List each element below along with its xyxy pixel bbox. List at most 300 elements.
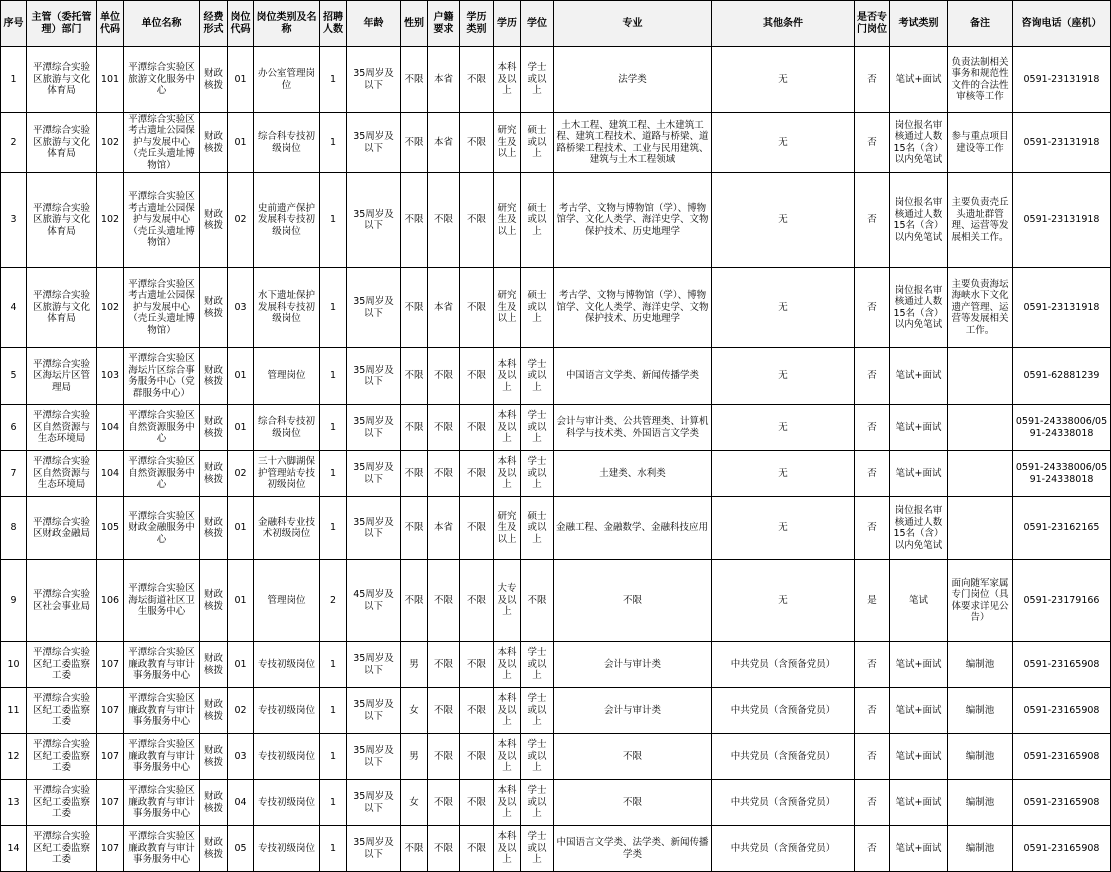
table-cell: 编制池 bbox=[948, 780, 1013, 826]
table-cell: 管理岗位 bbox=[254, 560, 320, 642]
table-cell: 01 bbox=[228, 47, 254, 113]
header-cell: 学历类别 bbox=[460, 1, 494, 47]
table-cell: 1 bbox=[1, 47, 27, 113]
table-cell bbox=[948, 348, 1013, 405]
table-cell: 女 bbox=[401, 688, 428, 734]
table-cell: 01 bbox=[228, 348, 254, 405]
table-cell: 0591-23162165 bbox=[1013, 497, 1111, 560]
table-cell: 35周岁及以下 bbox=[347, 173, 401, 268]
header-cell: 岗位代码 bbox=[228, 1, 254, 47]
header-cell: 备注 bbox=[948, 1, 1013, 47]
table-cell: 不限 bbox=[401, 173, 428, 268]
table-cell: 平潭综合实验区纪工委监察工委 bbox=[27, 780, 97, 826]
table-cell: 无 bbox=[712, 405, 855, 451]
table-cell: 平潭综合实验区廉政教育与审计事务服务中心 bbox=[124, 780, 200, 826]
table-cell bbox=[948, 451, 1013, 497]
table-cell: 1 bbox=[320, 173, 347, 268]
table-cell: 5 bbox=[1, 348, 27, 405]
table-cell: 笔试+面试 bbox=[890, 348, 948, 405]
table-cell: 岗位报名审核通过人数15名（含）以内免笔试 bbox=[890, 173, 948, 268]
table-cell: 否 bbox=[855, 113, 890, 173]
table-cell: 主要负责壳丘头遗址群管理、运营等发展相关工作。 bbox=[948, 173, 1013, 268]
table-cell: 不限 bbox=[401, 451, 428, 497]
table-body bbox=[1, 47, 1111, 872]
table-cell: 4 bbox=[1, 268, 27, 348]
table-cell: 不限 bbox=[428, 734, 460, 780]
table-cell: 1 bbox=[320, 688, 347, 734]
table-cell: 0591-24338006/0591-24338018 bbox=[1013, 405, 1111, 451]
table-cell: 财政核拨 bbox=[200, 560, 228, 642]
table-cell: 考古学、文物与博物馆（学）、博物馆学、文化人类学、海洋史学、文物保护技术、历史地理学 bbox=[554, 268, 712, 348]
table-cell: 平潭综合实验区社会事业局 bbox=[27, 560, 97, 642]
table-cell: 10 bbox=[1, 642, 27, 688]
table-cell: 107 bbox=[97, 688, 124, 734]
table-cell: 1 bbox=[320, 826, 347, 872]
table-cell: 平潭综合实验区旅游与文化体育局 bbox=[27, 173, 97, 268]
table-cell: 笔试+面试 bbox=[890, 642, 948, 688]
table-cell: 笔试+面试 bbox=[890, 826, 948, 872]
header-cell: 学历 bbox=[494, 1, 521, 47]
table-cell: 编制池 bbox=[948, 826, 1013, 872]
table-cell: 否 bbox=[855, 642, 890, 688]
table-row bbox=[1, 47, 1111, 113]
table-cell: 本科及以上 bbox=[494, 47, 521, 113]
table-cell: 1 bbox=[320, 47, 347, 113]
table-cell: 不限 bbox=[428, 642, 460, 688]
table-cell: 否 bbox=[855, 826, 890, 872]
table-cell: 专技初级岗位 bbox=[254, 734, 320, 780]
table-cell: 专技初级岗位 bbox=[254, 688, 320, 734]
table-cell: 中国语言文学类、法学类、新闻传播学类 bbox=[554, 826, 712, 872]
table-cell: 财政核拨 bbox=[200, 688, 228, 734]
table-cell: 笔试+面试 bbox=[890, 405, 948, 451]
table-cell: 学士或以上 bbox=[521, 451, 554, 497]
table-row bbox=[1, 642, 1111, 688]
table-cell: 学士或以上 bbox=[521, 734, 554, 780]
table-cell: 平潭综合实验区廉政教育与审计事务服务中心 bbox=[124, 688, 200, 734]
table-cell: 1 bbox=[320, 780, 347, 826]
table-cell: 硕士或以上 bbox=[521, 173, 554, 268]
table-cell: 平潭综合实验区廉政教育与审计事务服务中心 bbox=[124, 642, 200, 688]
table-cell: 不限 bbox=[554, 560, 712, 642]
table-cell: 财政核拨 bbox=[200, 451, 228, 497]
table-cell: 平潭综合实验区自然资源与生态环境局 bbox=[27, 405, 97, 451]
table-cell: 平潭综合实验区自然资源服务中心 bbox=[124, 405, 200, 451]
table-cell: 水下遗址保护发展科专技初级岗位 bbox=[254, 268, 320, 348]
table-cell: 1 bbox=[320, 348, 347, 405]
table-cell: 面向随军家属专门岗位（具体要求详见公告） bbox=[948, 560, 1013, 642]
table-cell: 不限 bbox=[554, 734, 712, 780]
table-cell: 考古学、文物与博物馆（学）、博物馆学、文化人类学、海洋史学、文物保护技术、历史地理学 bbox=[554, 173, 712, 268]
table-cell: 35周岁及以下 bbox=[347, 47, 401, 113]
table-cell: 中国语言文学类、新闻传播学类 bbox=[554, 348, 712, 405]
table-cell: 1 bbox=[320, 642, 347, 688]
table-cell: 会计与审计类、公共管理类、计算机科学与技术类、外国语言文学类 bbox=[554, 405, 712, 451]
table-cell: 103 bbox=[97, 348, 124, 405]
table-cell: 本科及以上 bbox=[494, 734, 521, 780]
table-cell: 不限 bbox=[401, 405, 428, 451]
table-cell: 研究生及以上 bbox=[494, 173, 521, 268]
table-cell: 107 bbox=[97, 826, 124, 872]
table-cell: 35周岁及以下 bbox=[347, 642, 401, 688]
table-cell: 笔试+面试 bbox=[890, 47, 948, 113]
table-cell: 35周岁及以下 bbox=[347, 348, 401, 405]
table-cell: 学士或以上 bbox=[521, 780, 554, 826]
table-cell: 否 bbox=[855, 780, 890, 826]
table-cell: 平潭综合实验区自然资源服务中心 bbox=[124, 451, 200, 497]
table-cell: 2 bbox=[320, 560, 347, 642]
table-cell: 岗位报名审核通过人数15名（含）以内免笔试 bbox=[890, 268, 948, 348]
table-cell: 学士或以上 bbox=[521, 688, 554, 734]
table-cell: 财政核拨 bbox=[200, 173, 228, 268]
table-cell: 102 bbox=[97, 173, 124, 268]
table-cell: 史前遗产保护发展科专技初级岗位 bbox=[254, 173, 320, 268]
table-cell: 02 bbox=[228, 688, 254, 734]
table-cell: 0591-23165908 bbox=[1013, 734, 1111, 780]
table-cell: 106 bbox=[97, 560, 124, 642]
header-cell: 主管（委托管理）部门 bbox=[27, 1, 97, 47]
table-cell: 平潭综合实验区财政金融服务中心 bbox=[124, 497, 200, 560]
table-cell: 2 bbox=[1, 113, 27, 173]
table-cell: 财政核拨 bbox=[200, 268, 228, 348]
table-cell: 金融工程、金融数学、金融科技应用 bbox=[554, 497, 712, 560]
table-cell: 否 bbox=[855, 348, 890, 405]
table-cell: 三十六脚湖保护管理站专技初级岗位 bbox=[254, 451, 320, 497]
table-cell: 平潭综合实验区自然资源与生态环境局 bbox=[27, 451, 97, 497]
table-cell: 不限 bbox=[401, 268, 428, 348]
table-cell: 02 bbox=[228, 173, 254, 268]
table-cell: 平潭综合实验区纪工委监察工委 bbox=[27, 734, 97, 780]
table-cell: 参与重点项目建设等工作 bbox=[948, 113, 1013, 173]
table-cell: 不限 bbox=[460, 734, 494, 780]
table-cell: 大专及以上 bbox=[494, 560, 521, 642]
table-cell: 平潭综合实验区财政金融局 bbox=[27, 497, 97, 560]
table-cell: 否 bbox=[855, 47, 890, 113]
table-cell: 不限 bbox=[460, 451, 494, 497]
table-cell: 综合科专技初级岗位 bbox=[254, 113, 320, 173]
table-cell: 不限 bbox=[521, 560, 554, 642]
table-cell: 中共党员（含预备党员） bbox=[712, 780, 855, 826]
table-cell: 学士或以上 bbox=[521, 826, 554, 872]
table-cell: 不限 bbox=[460, 47, 494, 113]
table-cell: 45周岁及以下 bbox=[347, 560, 401, 642]
table-cell: 笔试+面试 bbox=[890, 451, 948, 497]
table-cell: 不限 bbox=[460, 780, 494, 826]
table-cell: 主要负责海坛海峡水下文化遗产管理、运营等发展相关工作。 bbox=[948, 268, 1013, 348]
header-cell: 考试类别 bbox=[890, 1, 948, 47]
table-cell: 01 bbox=[228, 113, 254, 173]
table-cell: 专技初级岗位 bbox=[254, 642, 320, 688]
table-row bbox=[1, 780, 1111, 826]
table-cell: 0591-23179166 bbox=[1013, 560, 1111, 642]
table-cell bbox=[948, 405, 1013, 451]
table-cell: 本科及以上 bbox=[494, 405, 521, 451]
table-cell: 财政核拨 bbox=[200, 780, 228, 826]
table-cell: 104 bbox=[97, 451, 124, 497]
table-cell: 无 bbox=[712, 173, 855, 268]
header-row bbox=[1, 1, 1111, 47]
table-cell: 本科及以上 bbox=[494, 642, 521, 688]
table-cell: 03 bbox=[228, 268, 254, 348]
table-row bbox=[1, 348, 1111, 405]
table-cell: 不限 bbox=[428, 826, 460, 872]
table-row bbox=[1, 560, 1111, 642]
table-cell: 平潭综合实验区旅游文化服务中心 bbox=[124, 47, 200, 113]
table-cell: 7 bbox=[1, 451, 27, 497]
table-cell: 01 bbox=[228, 560, 254, 642]
table-cell: 会计与审计类 bbox=[554, 688, 712, 734]
table-cell: 1 bbox=[320, 734, 347, 780]
table-cell: 04 bbox=[228, 780, 254, 826]
table-cell: 财政核拨 bbox=[200, 47, 228, 113]
header-cell: 其他条件 bbox=[712, 1, 855, 47]
table-cell: 不限 bbox=[460, 497, 494, 560]
table-cell: 笔试+面试 bbox=[890, 734, 948, 780]
table-cell: 平潭综合实验区廉政教育与审计事务服务中心 bbox=[124, 734, 200, 780]
table-cell: 平潭综合实验区旅游与文化体育局 bbox=[27, 47, 97, 113]
table-cell: 1 bbox=[320, 497, 347, 560]
table-cell: 3 bbox=[1, 173, 27, 268]
table-cell: 05 bbox=[228, 826, 254, 872]
table-cell: 岗位报名审核通过人数15名（含）以内免笔试 bbox=[890, 497, 948, 560]
header-cell: 是否专门岗位 bbox=[855, 1, 890, 47]
table-cell: 平潭综合实验区海坛片区管理局 bbox=[27, 348, 97, 405]
table-cell: 硕士或以上 bbox=[521, 268, 554, 348]
table-cell: 35周岁及以下 bbox=[347, 405, 401, 451]
table-cell: 财政核拨 bbox=[200, 642, 228, 688]
table-cell: 102 bbox=[97, 268, 124, 348]
header-cell: 年龄 bbox=[347, 1, 401, 47]
table-cell: 无 bbox=[712, 451, 855, 497]
table-cell: 01 bbox=[228, 405, 254, 451]
table-cell: 35周岁及以下 bbox=[347, 113, 401, 173]
table-cell: 0591-23165908 bbox=[1013, 780, 1111, 826]
table-cell: 不限 bbox=[460, 268, 494, 348]
header-cell: 性别 bbox=[401, 1, 428, 47]
table-cell: 无 bbox=[712, 47, 855, 113]
table-row bbox=[1, 405, 1111, 451]
table-cell: 财政核拨 bbox=[200, 113, 228, 173]
table-row bbox=[1, 497, 1111, 560]
table-cell: 岗位报名审核通过人数15名（含）以内免笔试 bbox=[890, 113, 948, 173]
table-cell: 无 bbox=[712, 113, 855, 173]
table-row bbox=[1, 113, 1111, 173]
table-cell: 中共党员（含预备党员） bbox=[712, 688, 855, 734]
table-cell: 本省 bbox=[428, 113, 460, 173]
table-cell: 研究生及以上 bbox=[494, 497, 521, 560]
table-cell: 0591-23131918 bbox=[1013, 268, 1111, 348]
table-cell: 编制池 bbox=[948, 642, 1013, 688]
table-cell: 男 bbox=[401, 642, 428, 688]
table-cell: 35周岁及以下 bbox=[347, 780, 401, 826]
table-cell: 1 bbox=[320, 113, 347, 173]
table-cell: 负责法制相关事务和规范性文件的合法性审核等工作 bbox=[948, 47, 1013, 113]
table-cell: 0591-23165908 bbox=[1013, 688, 1111, 734]
table-cell: 不限 bbox=[401, 47, 428, 113]
table-cell: 不限 bbox=[460, 642, 494, 688]
table-cell: 35周岁及以下 bbox=[347, 451, 401, 497]
table-cell: 不限 bbox=[401, 826, 428, 872]
table-cell: 综合科专技初级岗位 bbox=[254, 405, 320, 451]
table-cell: 无 bbox=[712, 497, 855, 560]
table-cell: 0591-23165908 bbox=[1013, 642, 1111, 688]
table-cell: 1 bbox=[320, 405, 347, 451]
table-cell: 不限 bbox=[428, 451, 460, 497]
table-cell: 硕士或以上 bbox=[521, 113, 554, 173]
table-cell: 平潭综合实验区海坛片区综合事务服务中心（党群服务中心） bbox=[124, 348, 200, 405]
table-row bbox=[1, 734, 1111, 780]
table-cell: 土建类、水利类 bbox=[554, 451, 712, 497]
table-cell: 不限 bbox=[428, 780, 460, 826]
table-cell bbox=[948, 497, 1013, 560]
table-cell: 法学类 bbox=[554, 47, 712, 113]
header-cell: 户籍要求 bbox=[428, 1, 460, 47]
header-cell: 招聘人数 bbox=[320, 1, 347, 47]
table-cell: 无 bbox=[712, 348, 855, 405]
table-cell: 0591-23131918 bbox=[1013, 47, 1111, 113]
table-cell: 研究生及以上 bbox=[494, 268, 521, 348]
table-cell: 女 bbox=[401, 780, 428, 826]
table-cell: 104 bbox=[97, 405, 124, 451]
table-cell: 笔试 bbox=[890, 560, 948, 642]
table-cell: 平潭综合实验区考古遗址公园保护与发展中心（壳丘头遗址博物馆） bbox=[124, 268, 200, 348]
table-cell: 35周岁及以下 bbox=[347, 734, 401, 780]
table-cell: 6 bbox=[1, 405, 27, 451]
header-cell: 单位名称 bbox=[124, 1, 200, 47]
table-cell: 否 bbox=[855, 405, 890, 451]
table-cell: 无 bbox=[712, 560, 855, 642]
table-cell: 14 bbox=[1, 826, 27, 872]
table-cell: 男 bbox=[401, 734, 428, 780]
table-cell: 中共党员（含预备党员） bbox=[712, 734, 855, 780]
table-cell: 03 bbox=[228, 734, 254, 780]
table-cell: 无 bbox=[712, 268, 855, 348]
table-cell: 107 bbox=[97, 734, 124, 780]
table-cell: 本科及以上 bbox=[494, 451, 521, 497]
table-cell: 107 bbox=[97, 780, 124, 826]
table-cell: 金融科专业技术初级岗位 bbox=[254, 497, 320, 560]
table-cell: 否 bbox=[855, 451, 890, 497]
table-cell: 专技初级岗位 bbox=[254, 826, 320, 872]
table-cell: 本省 bbox=[428, 497, 460, 560]
table-cell: 不限 bbox=[460, 405, 494, 451]
table-cell: 0591-23131918 bbox=[1013, 113, 1111, 173]
table-cell: 平潭综合实验区纪工委监察工委 bbox=[27, 642, 97, 688]
table-cell: 101 bbox=[97, 47, 124, 113]
table-cell: 不限 bbox=[460, 560, 494, 642]
table-cell: 不限 bbox=[460, 173, 494, 268]
table-cell: 9 bbox=[1, 560, 27, 642]
table-cell: 本科及以上 bbox=[494, 348, 521, 405]
table-cell: 否 bbox=[855, 173, 890, 268]
table-cell: 平潭综合实验区纪工委监察工委 bbox=[27, 688, 97, 734]
table-cell: 研究生及以上 bbox=[494, 113, 521, 173]
table-cell: 1 bbox=[320, 451, 347, 497]
table-cell: 平潭综合实验区旅游与文化体育局 bbox=[27, 268, 97, 348]
table-cell: 专技初级岗位 bbox=[254, 780, 320, 826]
header-cell: 专业 bbox=[554, 1, 712, 47]
table-cell: 否 bbox=[855, 497, 890, 560]
table-cell: 平潭综合实验区海坛街道社区卫生服务中心 bbox=[124, 560, 200, 642]
table-cell: 否 bbox=[855, 688, 890, 734]
table-cell: 不限 bbox=[554, 780, 712, 826]
table-cell: 本省 bbox=[428, 47, 460, 113]
table-cell: 不限 bbox=[428, 173, 460, 268]
table-cell: 1 bbox=[320, 268, 347, 348]
header-cell: 经费形式 bbox=[200, 1, 228, 47]
table-cell: 中共党员（含预备党员） bbox=[712, 826, 855, 872]
table-cell: 102 bbox=[97, 113, 124, 173]
table-cell: 不限 bbox=[428, 405, 460, 451]
table-cell: 财政核拨 bbox=[200, 348, 228, 405]
table-cell: 平潭综合实验区纪工委监察工委 bbox=[27, 826, 97, 872]
table-cell: 本省 bbox=[428, 268, 460, 348]
table-cell: 13 bbox=[1, 780, 27, 826]
table-cell: 学士或以上 bbox=[521, 348, 554, 405]
header-cell: 学位 bbox=[521, 1, 554, 47]
header-cell: 序号 bbox=[1, 1, 27, 47]
table-cell: 01 bbox=[228, 497, 254, 560]
table-cell: 笔试+面试 bbox=[890, 688, 948, 734]
table-cell: 否 bbox=[855, 734, 890, 780]
table-cell: 0591-62881239 bbox=[1013, 348, 1111, 405]
table-cell: 不限 bbox=[428, 688, 460, 734]
table-cell: 35周岁及以下 bbox=[347, 268, 401, 348]
table-cell: 办公室管理岗位 bbox=[254, 47, 320, 113]
table-cell: 35周岁及以下 bbox=[347, 497, 401, 560]
table-cell: 不限 bbox=[460, 826, 494, 872]
table-cell: 不限 bbox=[460, 688, 494, 734]
table-cell: 编制池 bbox=[948, 688, 1013, 734]
header-cell: 咨询电话（座机） bbox=[1013, 1, 1111, 47]
table-cell: 不限 bbox=[428, 348, 460, 405]
table-cell: 中共党员（含预备党员） bbox=[712, 642, 855, 688]
header-cell: 岗位类别及名称 bbox=[254, 1, 320, 47]
table-cell: 平潭综合实验区考古遗址公园保护与发展中心（壳丘头遗址博物馆） bbox=[124, 173, 200, 268]
table-cell: 01 bbox=[228, 642, 254, 688]
table-cell: 笔试+面试 bbox=[890, 780, 948, 826]
table-cell: 编制池 bbox=[948, 734, 1013, 780]
table-cell: 0591-23165908 bbox=[1013, 826, 1111, 872]
table-cell: 本科及以上 bbox=[494, 826, 521, 872]
table-cell: 不限 bbox=[460, 348, 494, 405]
table-cell: 否 bbox=[855, 268, 890, 348]
table-cell: 学士或以上 bbox=[521, 405, 554, 451]
table-cell: 105 bbox=[97, 497, 124, 560]
table-cell: 不限 bbox=[401, 560, 428, 642]
header-cell: 单位代码 bbox=[97, 1, 124, 47]
table-cell: 8 bbox=[1, 497, 27, 560]
table-cell: 硕士或以上 bbox=[521, 497, 554, 560]
table-cell: 土木工程、建筑工程、土木建筑工程、建筑工程技术、道路与桥梁、道路桥梁工程技术、工业与民用建筑、建筑与土木工程领域 bbox=[554, 113, 712, 173]
table-row bbox=[1, 451, 1111, 497]
table-cell: 财政核拨 bbox=[200, 405, 228, 451]
table-cell: 11 bbox=[1, 688, 27, 734]
table-cell: 财政核拨 bbox=[200, 734, 228, 780]
table-cell: 平潭综合实验区旅游与文化体育局 bbox=[27, 113, 97, 173]
table-cell: 不限 bbox=[401, 497, 428, 560]
table-cell: 不限 bbox=[401, 348, 428, 405]
table-row bbox=[1, 826, 1111, 872]
table-cell: 本科及以上 bbox=[494, 780, 521, 826]
table-cell: 02 bbox=[228, 451, 254, 497]
table-row bbox=[1, 173, 1111, 268]
table-cell: 0591-24338006/0591-24338018 bbox=[1013, 451, 1111, 497]
table-cell: 管理岗位 bbox=[254, 348, 320, 405]
table-cell: 本科及以上 bbox=[494, 688, 521, 734]
table-cell: 财政核拨 bbox=[200, 497, 228, 560]
table-cell: 12 bbox=[1, 734, 27, 780]
